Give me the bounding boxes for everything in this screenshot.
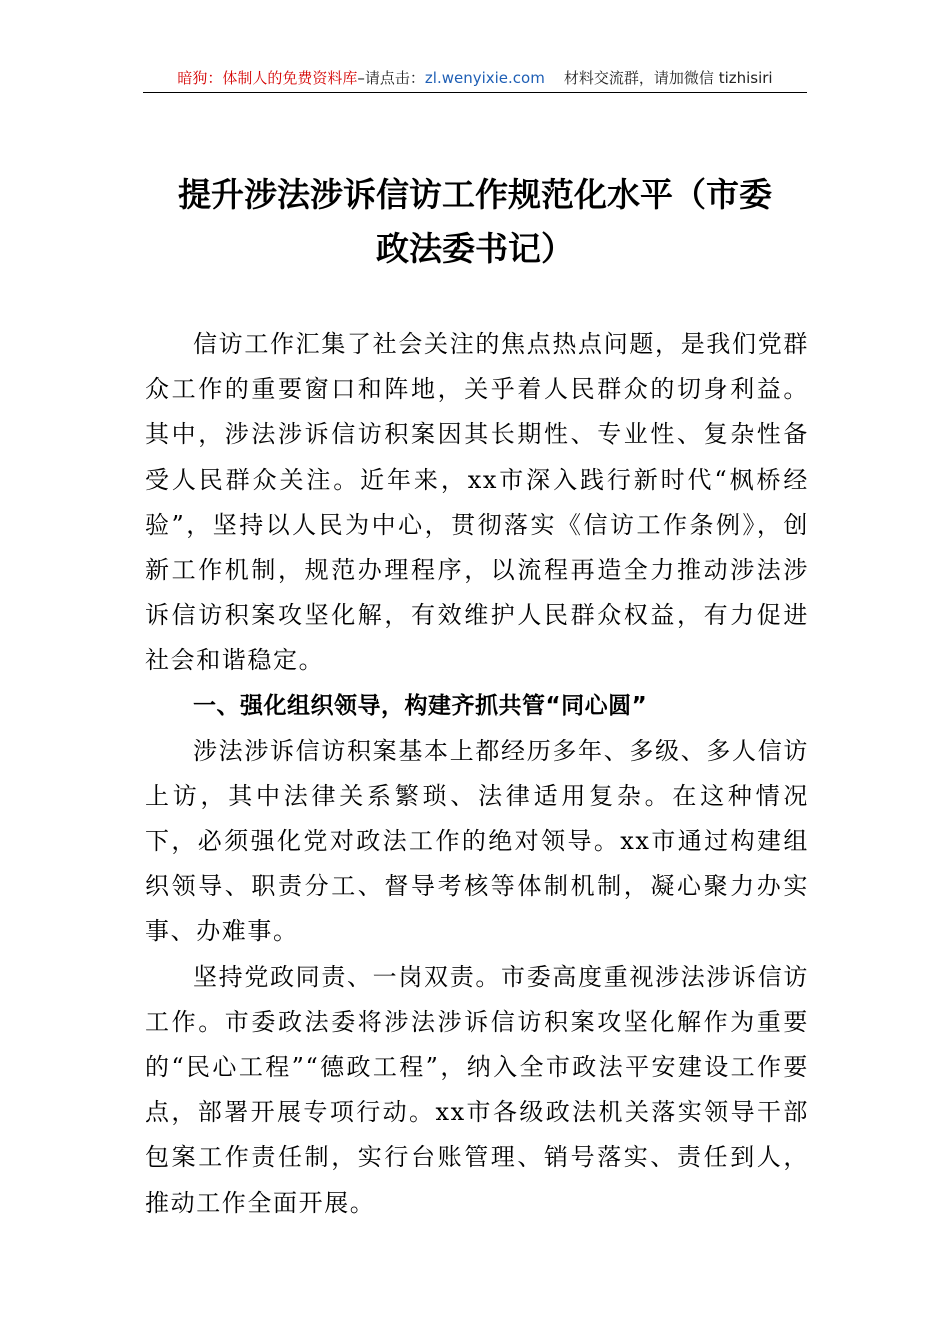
- header-url-link[interactable]: zl.wenyixie.com: [424, 69, 545, 87]
- document-title: [140, 168, 810, 276]
- header-click-label: –请点击：: [357, 69, 425, 87]
- paragraph-intro: 信访工作汇集了社会关注的焦点热点问题，是我们党群众工作的重要窗口和阵地，关乎着人民群众的切身利益。其中，涉法涉诉信访积案因其长期性、专业性、复杂性备受人民群众关注。近年来，xx市深入践行新时代“枫桥经验”，坚持以人民为中心，贯彻落实《信访工作条例》，创新工作机制，规范办理程序，以流程再造全力推动涉法涉诉信访积案攻坚化解，有效维护人民群众权益，有力促进社会和谐稳定。: [145, 330, 809, 675]
- page-header: [143, 64, 807, 93]
- paragraph-party-responsibility: 坚持党政同责、一岗双责。市委高度重视涉法涉诉信访工作。市委政法委将涉法涉诉信访积案攻坚化解作为重要的“民心工程”“德政工程”，纳入全市政法平安建设工作要点，部署开展专项行动。xx市各级政法机关落实领导干部包案工作责任制，实行台账管理、销号落实、责任到人，推动工作全面开展。: [145, 962, 809, 1217]
- title-line-2: 政法委书记）: [376, 229, 574, 268]
- section-heading-1: 一、强化组织领导，构建齐抓共管“同心圆”: [193, 692, 648, 719]
- paragraph-section-1: 涉法涉诉信访积案基本上都经历多年、多级、多人信访上访，其中法律关系繁琐、法律适用复杂。在这种情况下，必须强化党对政法工作的绝对领导。xx市通过构建组织领导、职责分工、督导考核等体制机制，凝心聚力办实事、办难事。: [145, 736, 809, 946]
- header-brand: 暗狗：体制人的免费资料库: [177, 69, 358, 87]
- header-group-text: 材料交流群，请加微信 tizhisiri: [563, 69, 773, 87]
- document-body: [145, 322, 809, 1226]
- title-line-1: 提升涉法涉诉信访工作规范化水平（市委: [178, 175, 772, 214]
